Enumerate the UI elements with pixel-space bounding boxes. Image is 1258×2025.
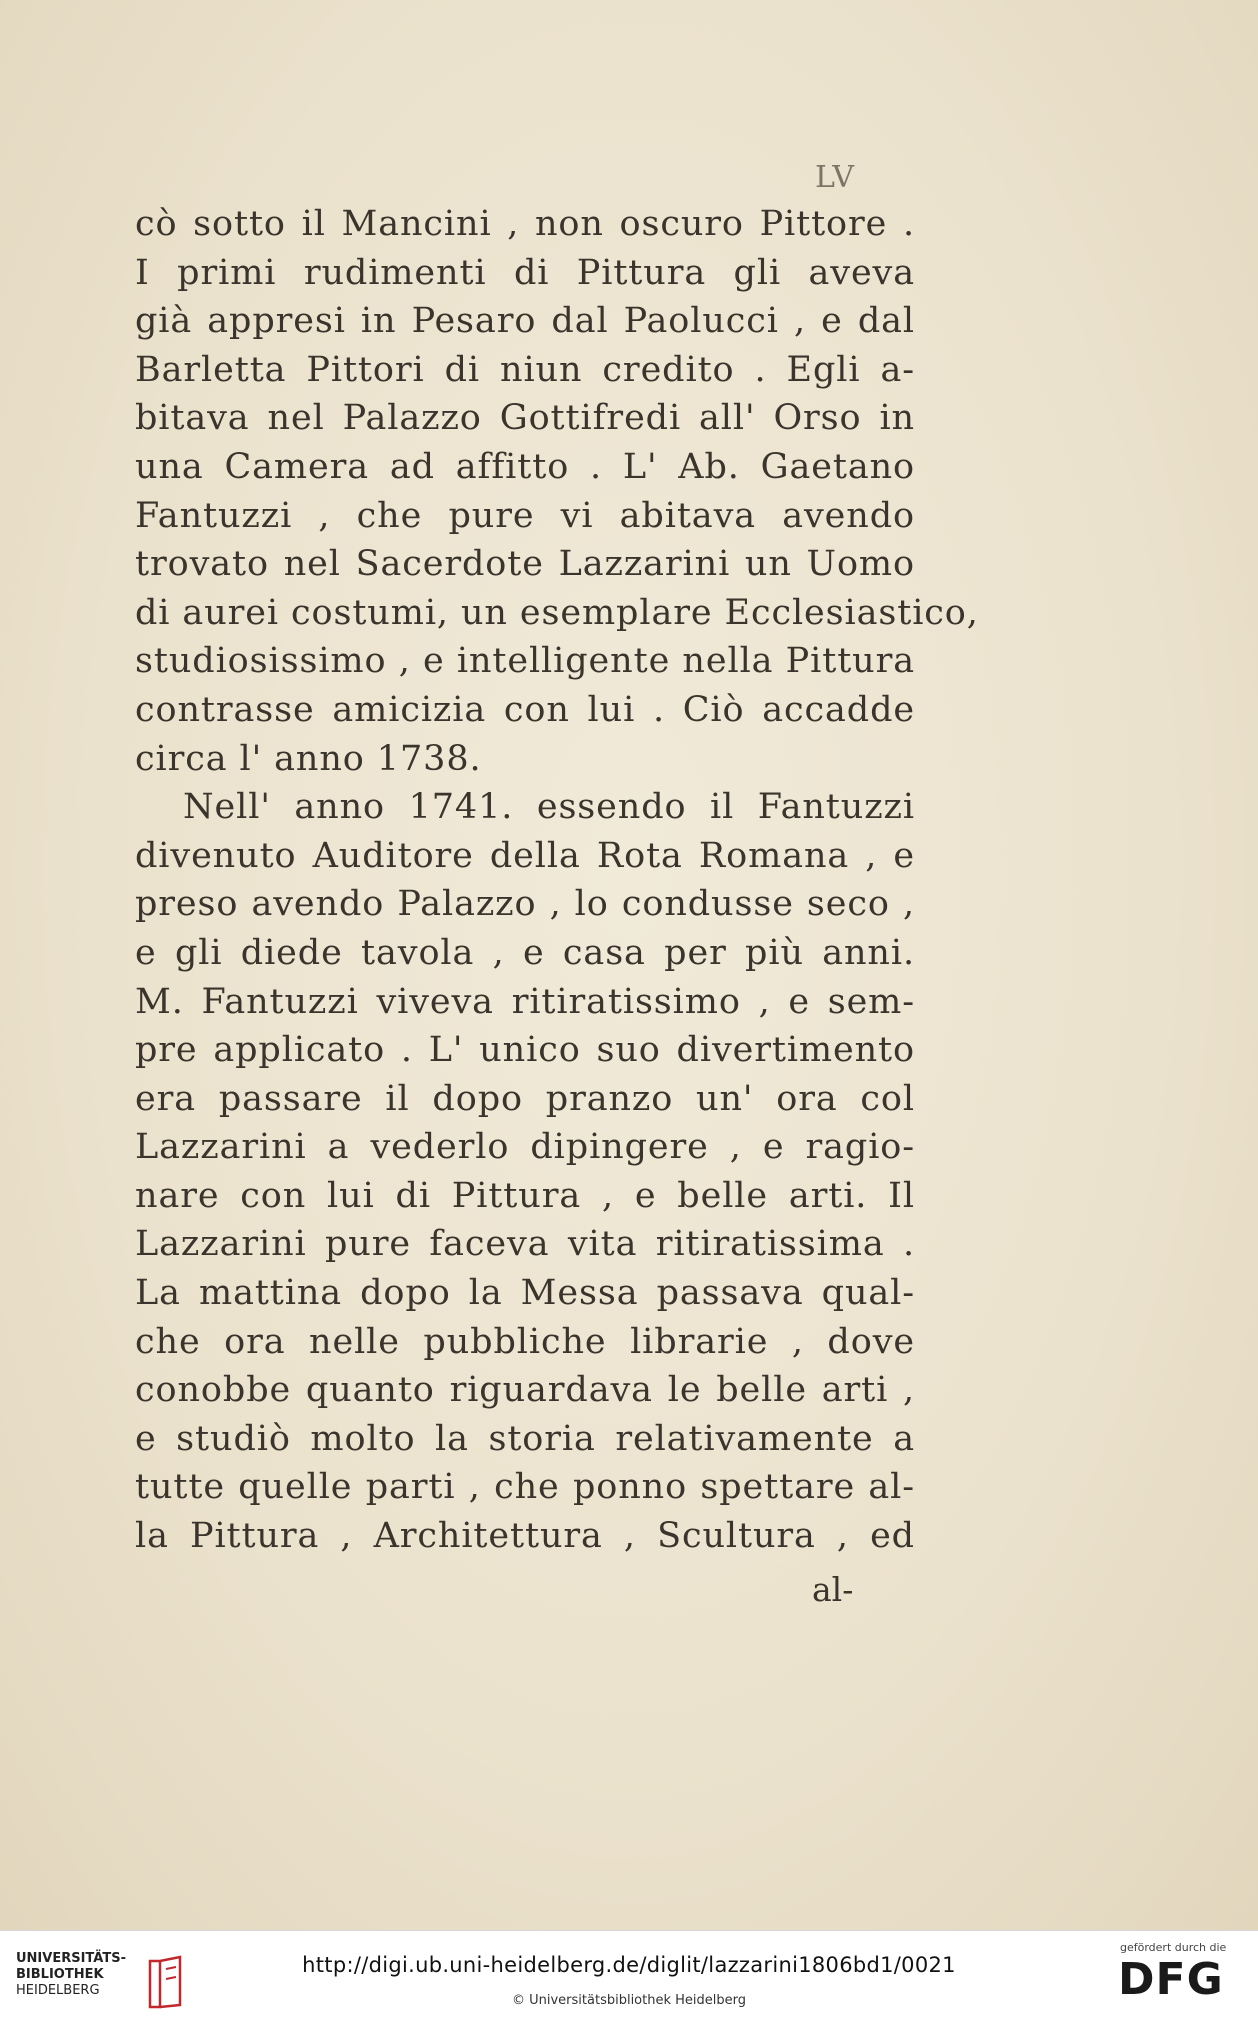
- text-line: di aurei costumi, un esemplare Ecclesiastico,: [135, 592, 979, 633]
- text-line: contrasse amicizia con lui . Ciò accadde: [135, 689, 915, 730]
- text-line: cò sotto il Mancini , non oscuro Pittore .: [135, 204, 915, 244]
- text-line: trovato nel Sacerdote Lazzarini un Uomo: [135, 544, 915, 585]
- text-line: e studiò molto la storia relativamente a: [135, 1418, 915, 1459]
- text-line: studiosissimo , e intelligente nella Pittura: [135, 641, 915, 682]
- text-line: circa l' anno 1738.: [135, 738, 482, 779]
- text-line: M. Fantuzzi viveva ritiratissimo , e sem-: [135, 981, 915, 1022]
- text-line: preso avendo Palazzo , lo condusse seco ,: [135, 884, 915, 925]
- permalink-url[interactable]: http://digi.ub.uni-heidelberg.de/diglit/lazzarini1806bd1/0021: [302, 1953, 956, 1977]
- text-line: bitava nel Palazzo Gottifredi all' Orso in: [135, 398, 915, 439]
- text-line: già appresi in Pesaro dal Paolucci , e dal: [135, 301, 915, 342]
- text-line: Lazzarini a vederlo dipingere , e ragio-: [135, 1127, 915, 1168]
- text-line: I primi rudimenti di Pittura gli aveva: [135, 252, 915, 293]
- text-line: tutte quelle parti , che ponno spettare al-: [135, 1467, 915, 1508]
- library-name-line2: BIBLIOTHEK: [16, 1967, 104, 1982]
- text-line: la Pittura , Architettura , Scultura , ed: [135, 1516, 915, 1557]
- dfg-logo[interactable]: [1118, 1941, 1244, 2006]
- library-name-line1: UNIVERSITÄTS-: [16, 1951, 126, 1966]
- catchword: al-: [812, 1570, 854, 1609]
- text-line: La mattina dopo la Messa passava qual-: [135, 1273, 915, 1314]
- text-line: Barletta Pittori di niun credito . Egli a-: [135, 349, 915, 390]
- text-line: una Camera ad affitto . L' Ab. Gaetano: [135, 446, 915, 487]
- text-line: conobbe quanto riguardava le belle arti ,: [135, 1370, 915, 1411]
- viewer-footer: [0, 1930, 1258, 2025]
- text-line: Fantuzzi , che pure vi abitava avendo: [135, 495, 915, 536]
- dfg-wordmark: DFG: [1118, 1954, 1224, 2005]
- text-line: Lazzarini pure faceva vita ritiratissima .: [135, 1224, 915, 1265]
- text-line: divenuto Auditore della Rota Romana , e: [135, 835, 915, 876]
- text-line: Nell' anno 1741. essendo il Fantuzzi: [183, 787, 915, 828]
- copyright-notice: © Universitätsbibliothek Heidelberg: [511, 1993, 746, 2008]
- body-text: [135, 200, 979, 1561]
- text-line: nare con lui di Pittura , e belle arti. Il: [135, 1175, 915, 1216]
- library-name-line3: HEIDELBERG: [16, 1983, 100, 1998]
- text-line: pre applicato . L' unico suo divertimento: [135, 1030, 915, 1071]
- text-line: e gli diede tavola , e casa per più anni.: [135, 932, 915, 973]
- funding-note: gefördert durch die: [1120, 1941, 1227, 1954]
- text-line: che ora nelle pubbliche librarie , dove: [135, 1321, 915, 1362]
- page-folio: LV: [815, 160, 856, 195]
- text-line: era passare il dopo pranzo un' ora col: [135, 1078, 915, 1119]
